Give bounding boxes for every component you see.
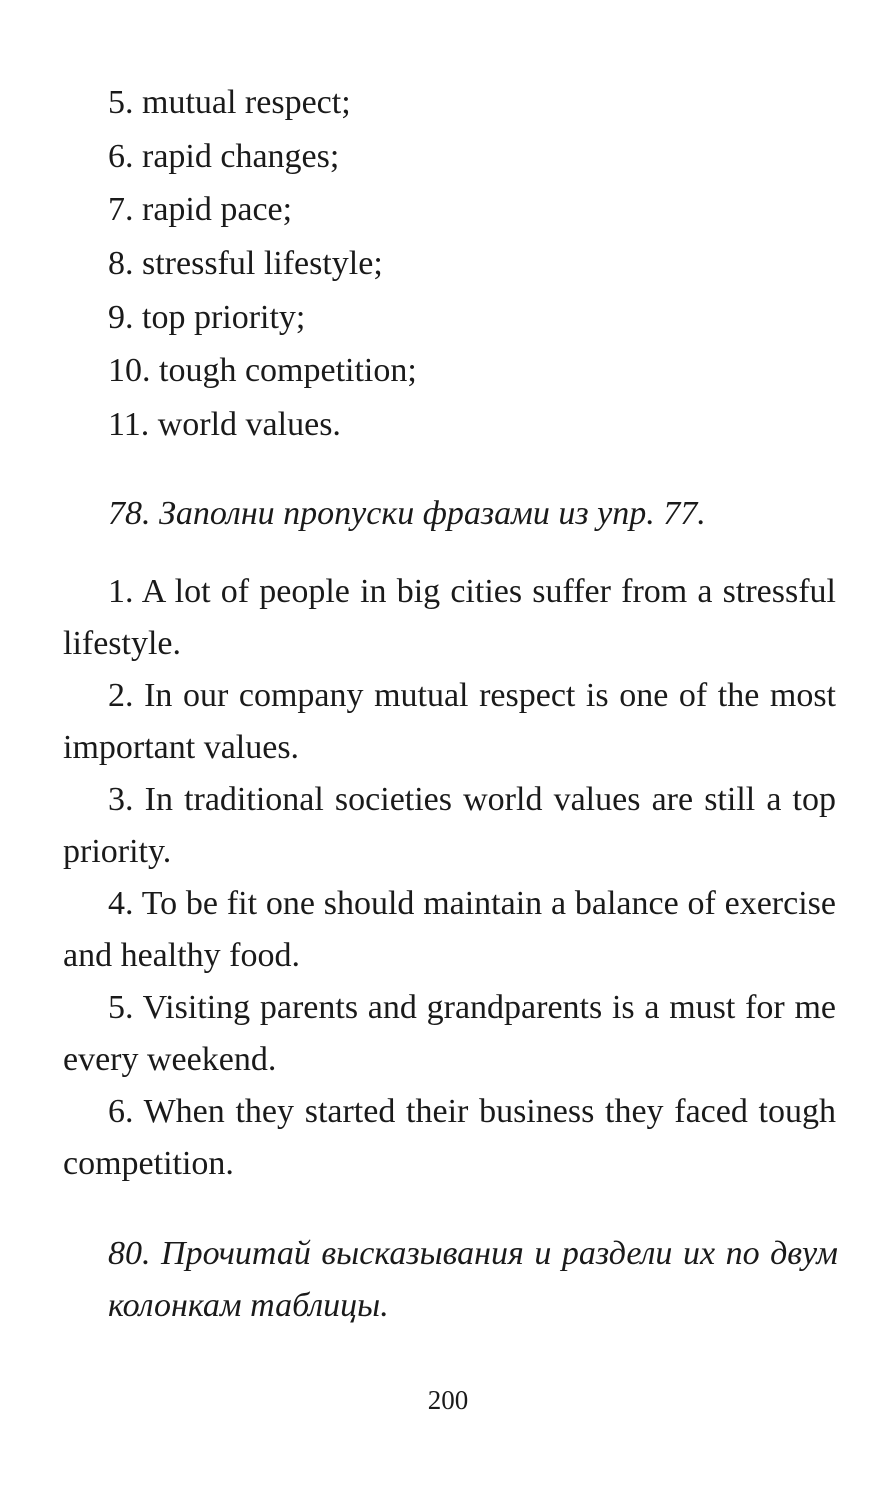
answer-paragraph: 5. Visiting parents and grandparents is a must for me every weekend.	[63, 989, 836, 1078]
list-item: 10. tough competition;	[108, 352, 417, 390]
answer-paragraph: 3. In traditional societies world values are still a top priority.	[63, 781, 836, 870]
list-item: 7. rapid pace;	[108, 191, 293, 229]
answer-paragraph: 6. When they started their business they faced tough competition.	[63, 1093, 836, 1182]
list-item: 11. world values.	[108, 406, 341, 444]
phrase-list	[108, 76, 417, 452]
list-item: 9. top priority;	[108, 298, 306, 336]
answer-paragraph: 2. In our company mutual respect is one of the most important values.	[63, 677, 836, 766]
list-item: 6. rapid changes;	[108, 137, 340, 175]
page-number: 200	[427, 1385, 469, 1415]
exercise-80-heading: 80. Прочитай высказывания и раздели их по двум колонкам таблицы.	[108, 1235, 838, 1324]
list-item: 8. stressful lifestyle;	[108, 245, 383, 283]
exercise-78-heading: 78. Заполни пропуски фразами из упр. 77.	[108, 495, 706, 532]
answer-paragraph: 1. A lot of people in big cities suffer from a stressful lifestyle.	[63, 573, 836, 662]
answer-paragraph: 4. To be fit one should maintain a balance of exercise and healthy food.	[63, 885, 836, 974]
exercise-78-answers	[63, 566, 836, 1190]
list-item: 5. mutual respect;	[108, 84, 351, 121]
